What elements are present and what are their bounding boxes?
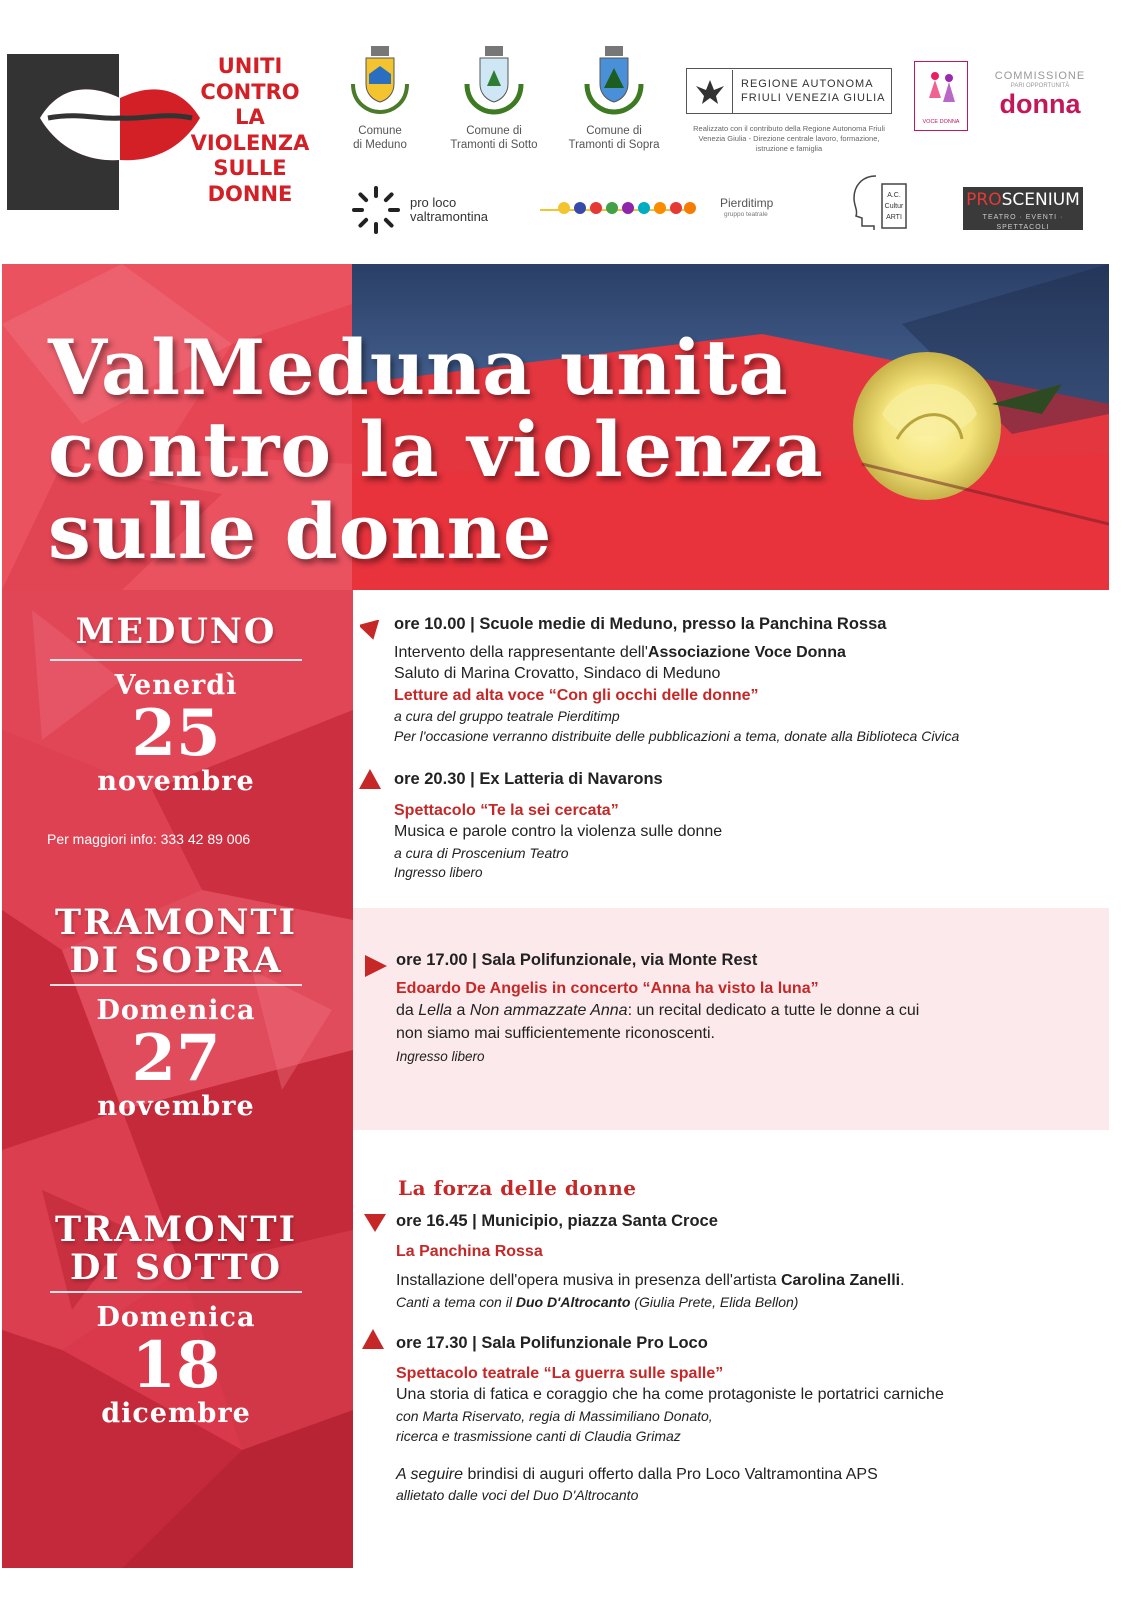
town-name: TRAMONTI bbox=[55, 1209, 297, 1250]
month: novembre bbox=[97, 766, 255, 797]
slogan-line: CONTRO bbox=[200, 79, 300, 104]
event-line: A seguire brindisi di auguri offerto dalla Pro Loco Valtramontina APS bbox=[396, 1465, 878, 1483]
slogan-line: LA bbox=[235, 105, 265, 129]
event-line: Saluto di Marina Crovatto, Sindaco di Meduno bbox=[394, 665, 721, 682]
event-header: ore 16.45 | Municipio, piazza Santa Croce bbox=[396, 1212, 718, 1230]
event-title: Letture ad alta voce “Con gli occhi delle donne” bbox=[394, 686, 759, 704]
comune-name: Comune di Meduno bbox=[353, 125, 407, 151]
event-header: ore 10.00 | Scuole medie di Meduno, presso la Panchina Rossa bbox=[394, 615, 887, 633]
event-line: Una storia di fatica e coraggio che ha come protagoniste le portatrici carniche bbox=[396, 1386, 944, 1403]
title-line: sulle donne bbox=[48, 487, 553, 576]
proscenium-logo bbox=[963, 187, 1083, 230]
acarti-line: Cultur bbox=[884, 203, 904, 210]
proscenium-rest: SCENIUM bbox=[1001, 190, 1080, 210]
duo-name: Duo D'Altrocanto bbox=[515, 1293, 631, 1310]
coat-of-arms-icon bbox=[349, 44, 411, 116]
commissione-line2: PARI OPPORTUNITÀ bbox=[1010, 83, 1070, 89]
month: dicembre bbox=[101, 1398, 251, 1429]
acarti-line: A.C. bbox=[887, 192, 901, 199]
comune-name: Comune di Tramonti di Sotto bbox=[450, 125, 538, 151]
sponsor-header bbox=[0, 0, 1131, 262]
pierditimp-name: Pierditimp bbox=[720, 196, 774, 210]
voce-donna-logo bbox=[914, 61, 968, 131]
slogan-line: VIOLENZA bbox=[190, 130, 310, 155]
proloco-logo bbox=[350, 184, 488, 236]
event-note: allietato dalle voci del Duo D'Altrocanto bbox=[396, 1487, 639, 1503]
weekday: Domenica bbox=[96, 995, 256, 1026]
town-name: TRAMONTI bbox=[55, 902, 297, 943]
proscenium-sub: TEATRO · EVENTI · SPETTACOLI bbox=[982, 214, 1064, 231]
event-credit: a cura del gruppo teatrale Pierditimp bbox=[394, 708, 620, 724]
regione-fvg-logo bbox=[686, 68, 892, 114]
day-number: 27 bbox=[131, 1021, 221, 1096]
pierditimp-logo bbox=[540, 192, 785, 228]
proloco-name: pro loco valtramontina bbox=[410, 195, 489, 224]
dancers-icon bbox=[915, 66, 967, 116]
coat-of-arms-icon bbox=[583, 44, 645, 116]
triangle-bullet-icon bbox=[360, 620, 384, 642]
town-name: MEDUNO bbox=[75, 611, 277, 652]
section-title: La forza delle donne bbox=[398, 1176, 637, 1200]
lips-icon bbox=[40, 74, 200, 164]
event-line: non siamo mai sufficientemente riconoscenti. bbox=[396, 1025, 715, 1042]
divider bbox=[50, 659, 302, 661]
triangle-bullet-icon bbox=[364, 1212, 388, 1234]
artist-name: Carolina Zanelli bbox=[780, 1272, 901, 1289]
event-note: Per l'occasione verranno distribuite delle pubblicazioni a tema, donate alla Biblioteca Civica bbox=[394, 728, 960, 744]
comune-tramonti-sopra-logo bbox=[554, 44, 674, 152]
campaign-slogan bbox=[185, 54, 315, 207]
puppets-icon bbox=[540, 192, 715, 228]
title-line: contro la violenza bbox=[48, 405, 824, 494]
commissione-line3: donna bbox=[999, 89, 1081, 119]
event-line: Intervento della rappresentante dell'Associazione Voce Donna bbox=[394, 643, 846, 661]
event-title: Edoardo De Angelis in concerto “Anna ha visto la luna” bbox=[396, 979, 819, 997]
event-line: da Lella a Non ammazzate Anna: un recital dedicato a tutte le donne a cui bbox=[396, 1002, 920, 1019]
comune-tramonti-sotto-logo bbox=[434, 44, 554, 152]
coat-of-arms-icon bbox=[463, 44, 525, 116]
info-phone: Per maggiori info: 333 42 89 006 bbox=[47, 831, 251, 847]
day-number: 25 bbox=[131, 696, 221, 771]
association-name: Associazione Voce Donna bbox=[647, 643, 846, 661]
town-name: DI SOPRA bbox=[69, 940, 283, 981]
title-line: ValMeduna unita bbox=[48, 323, 789, 412]
commissione-line1: COMMISSIONE bbox=[994, 70, 1086, 82]
slogan-line: SULLE bbox=[213, 156, 287, 180]
date-block-tramonti-sotto bbox=[40, 1211, 312, 1429]
company-name: Proscenium Teatro bbox=[451, 844, 569, 861]
event-tramonti-sopra bbox=[396, 950, 1096, 1067]
event-title: La Panchina Rossa bbox=[396, 1242, 543, 1260]
slogan-line: UNITI bbox=[217, 54, 283, 78]
event-header: ore 17.00 | Sala Polifunzionale, via Monte Rest bbox=[396, 951, 758, 969]
triangle-bullet-icon bbox=[364, 954, 388, 978]
page-title bbox=[48, 323, 824, 576]
date-block-meduno bbox=[40, 613, 312, 797]
town-name: DI SOTTO bbox=[69, 1247, 282, 1288]
event-credit: ricerca e trasmissione canti di Claudia Grimaz bbox=[396, 1427, 681, 1444]
voce-donna-label: VOCE DONNA bbox=[922, 119, 960, 125]
event-note: Ingresso libero bbox=[396, 1049, 485, 1064]
acarti-logo bbox=[848, 170, 912, 234]
pierditimp-sub: gruppo teatrale bbox=[724, 211, 768, 218]
event-tramonti-sotto-2 bbox=[396, 1333, 1106, 1505]
event-meduno-morning bbox=[394, 614, 1094, 746]
comune-name: Comune di Tramonti di Sopra bbox=[568, 125, 660, 151]
proscenium-pro: PRO bbox=[966, 190, 1002, 210]
eagle-icon bbox=[694, 76, 726, 106]
event-note: Ingresso libero bbox=[394, 864, 483, 880]
divider bbox=[50, 1291, 302, 1293]
event-line: Installazione dell'opera musiva in presenza dell'artista Carolina Zanelli. bbox=[396, 1272, 905, 1289]
event-header: ore 17.30 | Sala Polifunzionale Pro Loco bbox=[396, 1334, 708, 1352]
acarti-line: ARTI bbox=[886, 214, 902, 221]
event-header: ore 20.30 | Ex Latteria di Navarons bbox=[394, 770, 663, 788]
weekday: Venerdì bbox=[114, 670, 238, 701]
comune-meduno-logo bbox=[320, 44, 440, 152]
event-line: Musica e parole contro la violenza sulle donne bbox=[394, 823, 723, 840]
date-block-tramonti-sopra bbox=[40, 904, 312, 1122]
triangle-bullet-icon bbox=[359, 768, 383, 790]
weekday: Domenica bbox=[96, 1302, 256, 1333]
commissione-pari-opportunita-logo bbox=[990, 70, 1090, 118]
proloco-burst-icon bbox=[350, 184, 402, 236]
event-title: Spettacolo teatrale “La guerra sulle spalle” bbox=[396, 1364, 724, 1382]
regione-note: Realizzato con il contributo della Regione Autonoma Friuli Venezia Giulia - Direzione centrale lavoro, formazione, istruzione e famiglia bbox=[693, 124, 885, 153]
month: novembre bbox=[97, 1091, 255, 1122]
event-tramonti-sotto-1: ore 16.45 | Municipio, piazza Santa Croce La Panchina Rossa Installazione dell'opera musiva in presenza dell'artista Carolina Zanelli. Canti a tema con il Duo D'Altrocanto (Giulia Prete, Elida Bellon) bbox=[396, 1211, 1106, 1312]
divider bbox=[50, 984, 302, 986]
triangle-bullet-icon bbox=[362, 1328, 386, 1350]
event-credit: con Marta Riservato, regia di Massimiliano Donato, bbox=[396, 1407, 713, 1424]
slogan-line: DONNE bbox=[207, 181, 293, 206]
event-meduno-evening: ore 20.30 | Ex Latteria di Navarons Spettacolo “Te la sei cercata” Musica e parole contro la violenza sulle donne a cura di Proscenium Teatro Ingresso libero bbox=[394, 769, 1094, 883]
regione-name: REGIONE AUTONOMA FRIULI VENEZIA GIULIA bbox=[741, 78, 886, 104]
event-title: Spettacolo “Te la sei cercata” bbox=[394, 801, 619, 819]
day-number: 18 bbox=[131, 1328, 221, 1403]
